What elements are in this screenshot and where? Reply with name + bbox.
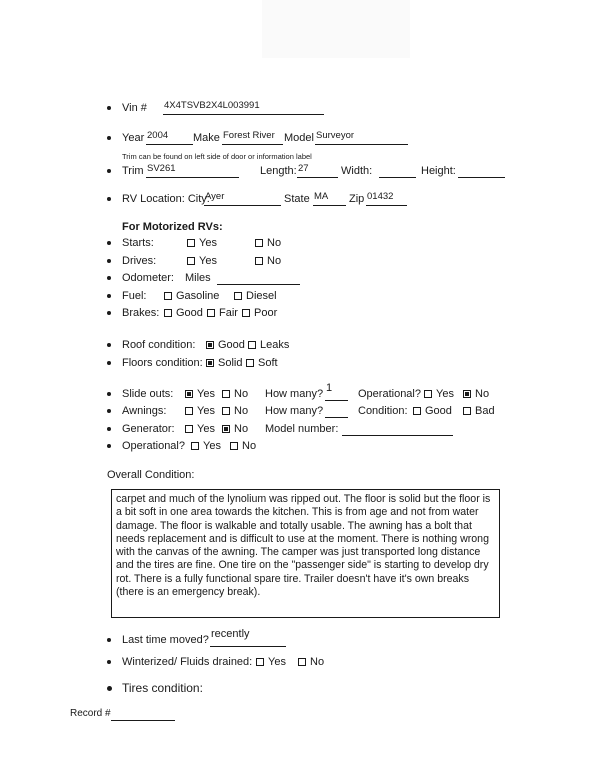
fuel-gasoline-checkbox[interactable] xyxy=(164,292,172,300)
bullet xyxy=(107,276,111,280)
drives-no-label: No xyxy=(267,255,282,267)
generator-yes-checkbox[interactable] xyxy=(185,425,193,433)
generator-no-label: No xyxy=(234,423,249,435)
floors-solid-label: Solid xyxy=(218,357,243,369)
floors-label: Floors condition: xyxy=(122,357,203,369)
operational-yes-checkbox[interactable] xyxy=(191,442,199,450)
generator-label: Generator: xyxy=(122,423,175,435)
winterized-yes-label: Yes xyxy=(268,656,286,668)
bullet xyxy=(107,294,111,298)
starts-no-checkbox[interactable] xyxy=(255,239,263,247)
brakes-good-label: Good xyxy=(176,307,203,319)
odometer-label: Odometer: xyxy=(122,272,174,284)
slide-outs-op-yes-checkbox[interactable] xyxy=(424,390,432,398)
make-label: Make xyxy=(193,132,220,144)
operational-yes-label: Yes xyxy=(203,440,221,452)
brakes-poor-checkbox[interactable] xyxy=(242,309,250,317)
brakes-label: Brakes: xyxy=(122,307,160,319)
slide-outs-yes-checkbox[interactable] xyxy=(185,390,193,398)
zip-label: Zip xyxy=(349,193,365,205)
drives-no-checkbox[interactable] xyxy=(255,257,263,265)
slide-outs-op-no-checkbox[interactable] xyxy=(463,390,471,398)
bullet xyxy=(107,241,111,245)
tires-label: Tires condition: xyxy=(122,681,203,695)
operational-label: Operational? xyxy=(122,440,185,452)
bullet xyxy=(107,392,111,396)
bullet xyxy=(107,259,111,263)
last-moved-label: Last time moved? xyxy=(122,634,209,646)
operational-no-label: No xyxy=(242,440,257,452)
bullet xyxy=(107,106,111,110)
miles-label: Miles xyxy=(185,272,211,284)
floors-soft-checkbox[interactable] xyxy=(246,359,254,367)
brakes-fair-checkbox[interactable] xyxy=(207,309,215,317)
bullet xyxy=(107,197,111,201)
fuel-diesel-label: Diesel xyxy=(246,290,277,302)
roof-good-checkbox[interactable] xyxy=(206,341,214,349)
bullet xyxy=(107,361,111,365)
model-field[interactable]: Surveyor xyxy=(315,131,408,145)
width-label: Width: xyxy=(341,165,373,177)
length-field[interactable]: 27 xyxy=(297,164,338,178)
vin-label: Vin # xyxy=(122,102,147,114)
slide-outs-how-many-field[interactable]: 1 xyxy=(325,383,348,401)
bullet xyxy=(107,444,111,448)
starts-no-label: No xyxy=(267,237,282,249)
vin-field[interactable]: 4X4TSVB2X4L003991 xyxy=(163,101,324,115)
slide-outs-no-label: No xyxy=(234,388,249,400)
brakes-good-checkbox[interactable] xyxy=(164,309,172,317)
awnings-no-checkbox[interactable] xyxy=(222,407,230,415)
state-field[interactable]: MA xyxy=(313,192,346,206)
make-field[interactable]: Forest River xyxy=(222,131,283,145)
winterized-no-label: No xyxy=(310,656,325,668)
record-field[interactable] xyxy=(111,707,175,721)
winterized-no-checkbox[interactable] xyxy=(298,658,306,666)
awnings-bad-checkbox[interactable] xyxy=(463,407,471,415)
page-header-shade xyxy=(262,0,410,58)
height-label: Height: xyxy=(421,165,456,177)
floors-solid-checkbox[interactable] xyxy=(206,359,214,367)
bullet xyxy=(107,686,112,691)
awnings-no-label: No xyxy=(234,405,249,417)
slide-outs-no-checkbox[interactable] xyxy=(222,390,230,398)
state-label: State xyxy=(284,193,310,205)
awnings-good-label: Good xyxy=(425,405,452,417)
roof-label: Roof condition: xyxy=(122,339,196,351)
floors-soft-label: Soft xyxy=(258,357,278,369)
width-field[interactable] xyxy=(379,164,416,178)
fuel-gasoline-label: Gasoline xyxy=(176,290,220,302)
slide-outs-label: Slide outs: xyxy=(122,388,174,400)
model-label: Model xyxy=(284,132,314,144)
bullet xyxy=(107,169,111,173)
bullet xyxy=(107,136,111,140)
record-label: Record # xyxy=(70,708,111,719)
roof-good-label: Good xyxy=(218,339,245,351)
zip-field[interactable]: 01432 xyxy=(366,192,407,206)
operational-no-checkbox[interactable] xyxy=(230,442,238,450)
generator-model-label: Model number: xyxy=(265,423,339,435)
starts-label: Starts: xyxy=(122,237,154,249)
awnings-condition-label: Condition: xyxy=(358,405,408,417)
bullet xyxy=(107,427,111,431)
drives-yes-checkbox[interactable] xyxy=(187,257,195,265)
winterized-label: Winterized/ Fluids drained: xyxy=(122,656,253,668)
starts-yes-checkbox[interactable] xyxy=(187,239,195,247)
brakes-fair-label: Fair xyxy=(219,307,238,319)
height-field[interactable] xyxy=(458,164,505,178)
odometer-field[interactable] xyxy=(217,271,300,285)
slide-outs-how-many-label: How many? xyxy=(265,388,324,400)
city-field[interactable]: Ayer xyxy=(204,192,281,206)
awnings-label: Awnings: xyxy=(122,405,167,417)
awnings-yes-label: Yes xyxy=(197,405,215,417)
overall-condition-textbox[interactable]: carpet and much of the lynolium was ripped out. The floor is solid but the floor is a bit soft in one area towards the kitchen. This is from age and not from water damage. The floor is walkable and totally usable. The awning has a bolt that needs replacement and is difficult to use at the moment. There is nothing wrong with the canvas of the awning. The camper was just transported long distance and the tires are fine. One tire on the "passenger side" is starting to develop dry rot. There is a fully functional spare tire. Trailer doesn't have it's own breaks (there is an emergency break). xyxy=(111,489,500,618)
bullet xyxy=(107,343,111,347)
awnings-how-many-label: How many? xyxy=(265,405,324,417)
awnings-bad-label: Bad xyxy=(475,405,495,417)
roof-leaks-checkbox[interactable] xyxy=(248,341,256,349)
slide-outs-op-no-label: No xyxy=(475,388,490,400)
city-label: RV Location: City: xyxy=(122,193,210,205)
overall-condition-label: Overall Condition: xyxy=(107,469,195,481)
winterized-yes-checkbox[interactable] xyxy=(256,658,264,666)
trim-note: Trim can be found on left side of door or information label xyxy=(122,152,312,161)
drives-yes-label: Yes xyxy=(199,255,217,267)
trim-field[interactable]: SV261 xyxy=(146,164,239,178)
generator-no-checkbox[interactable] xyxy=(222,425,230,433)
trim-label: Trim xyxy=(122,165,144,177)
fuel-label: Fuel: xyxy=(122,290,147,302)
motorized-heading: For Motorized RVs: xyxy=(122,221,223,233)
slide-outs-yes-label: Yes xyxy=(197,388,215,400)
bullet xyxy=(107,638,111,642)
fuel-diesel-checkbox[interactable] xyxy=(234,292,242,300)
bullet xyxy=(107,409,111,413)
last-moved-field[interactable]: recently xyxy=(210,629,286,647)
awnings-good-checkbox[interactable] xyxy=(413,407,421,415)
generator-yes-label: Yes xyxy=(197,423,215,435)
slide-outs-operational-label: Operational? xyxy=(358,388,421,400)
brakes-poor-label: Poor xyxy=(254,307,278,319)
awnings-how-many-field[interactable] xyxy=(325,404,348,418)
year-field[interactable]: 2004 xyxy=(146,131,193,145)
length-label: Length: xyxy=(260,165,297,177)
generator-model-field[interactable] xyxy=(342,422,453,436)
awnings-yes-checkbox[interactable] xyxy=(185,407,193,415)
bullet xyxy=(107,311,111,315)
year-label: Year xyxy=(122,132,145,144)
drives-label: Drives: xyxy=(122,255,157,267)
roof-leaks-label: Leaks xyxy=(260,339,290,351)
bullet xyxy=(107,660,111,664)
slide-outs-op-yes-label: Yes xyxy=(436,388,454,400)
starts-yes-label: Yes xyxy=(199,237,217,249)
